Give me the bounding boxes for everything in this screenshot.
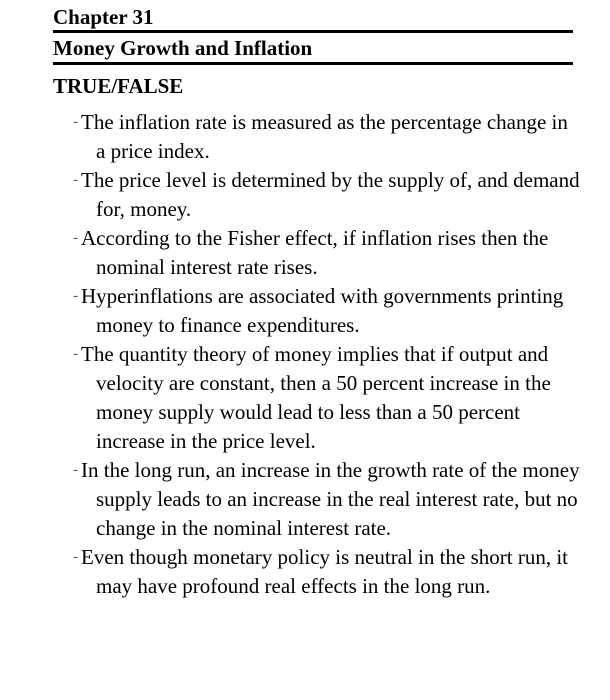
- top-rule: [53, 30, 573, 33]
- question-item-4: [0, 282, 610, 340]
- answer-blank-mark: -: [73, 346, 78, 362]
- answer-blank-mark: -: [73, 172, 78, 188]
- question-text: According to the Fisher effect, if inflation rises then the nominal interest rate rises.: [81, 226, 549, 279]
- answer-blank-mark: -: [73, 288, 78, 304]
- question-item-3: [0, 224, 610, 282]
- answer-blank-mark: -: [73, 230, 78, 246]
- question-item-5: [0, 340, 610, 456]
- question-text: The quantity theory of money implies that if output and velocity are constant, then a 50 percent increase in the money supply would lead to less than a 50 percent increase in the price level.: [81, 342, 551, 453]
- question-text: Even though monetary policy is neutral in the short run, it may have profound real effects in the long run.: [81, 545, 568, 598]
- bottom-rule: [53, 62, 573, 65]
- question-item-1: [0, 108, 610, 166]
- question-text: In the long run, an increase in the growth rate of the money supply leads to an increase in the real interest rate, but no change in the nominal interest rate.: [81, 458, 580, 540]
- chapter-title: Money Growth and Inflation: [53, 36, 313, 60]
- question-item-6: [0, 456, 610, 543]
- chapter-number: Chapter 31: [53, 5, 154, 29]
- question-item-7: [0, 543, 610, 601]
- section-heading: TRUE/FALSE: [53, 74, 184, 98]
- question-text: The price level is determined by the supply of, and demand for, money.: [81, 168, 580, 221]
- answer-blank-mark: -: [73, 114, 78, 130]
- question-text: The inflation rate is measured as the percentage change in a price index.: [81, 110, 568, 163]
- answer-blank-mark: -: [73, 549, 78, 565]
- question-item-2: [0, 166, 610, 224]
- true-false-question-list: [0, 108, 610, 601]
- question-text: Hyperinflations are associated with governments printing money to finance expenditures.: [81, 284, 564, 337]
- answer-blank-mark: -: [73, 462, 78, 478]
